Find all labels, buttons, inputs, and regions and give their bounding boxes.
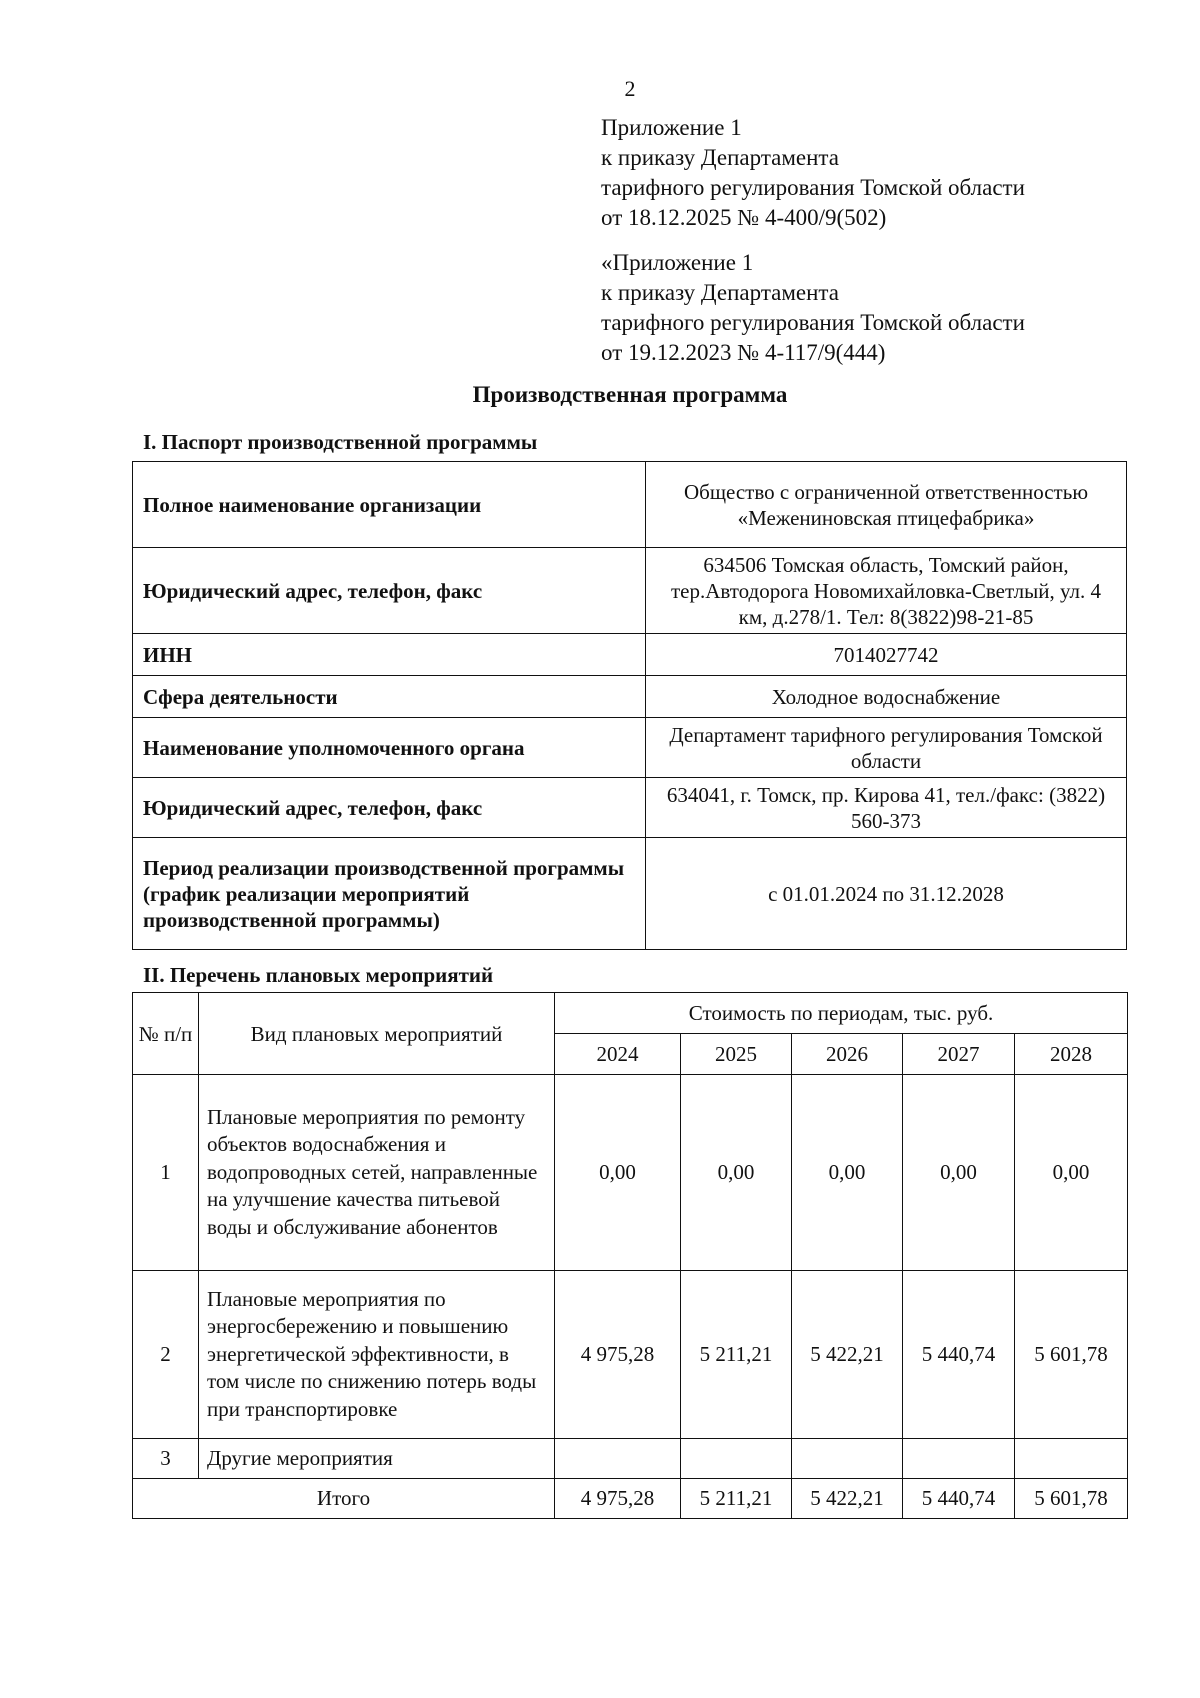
cost-cell: [681, 1439, 792, 1479]
measure-name: Плановые мероприятия по ремонту объектов водоснабжения и водопроводных сетей, направленные на улучшение качества питьевой воды и обслуживание абонентов: [199, 1075, 555, 1271]
row-label: Юридический адрес, телефон, факс: [133, 778, 646, 838]
cost-cell: 0,00: [792, 1075, 903, 1271]
section-2-heading: II. Перечень плановых мероприятий: [143, 963, 494, 987]
row-label: Полное наименование организации: [133, 462, 646, 548]
appendix-line: к приказу Департамента: [601, 280, 839, 305]
total-cell: 5 440,74: [903, 1479, 1015, 1519]
table-row: [133, 634, 1127, 676]
row-label: Период реализации производственной программы (график реализации мероприятий производственной программы): [133, 838, 646, 950]
cost-cell: [1015, 1439, 1128, 1479]
measure-name: Другие мероприятия: [199, 1439, 555, 1479]
appendix-line: Приложение 1: [601, 115, 742, 140]
table-row: [133, 676, 1127, 718]
table-row: [133, 548, 1127, 634]
cost-cell: 0,00: [1015, 1075, 1128, 1271]
row-label: Юридический адрес, телефон, факс: [133, 548, 646, 634]
cost-cell: 4 975,28: [555, 1271, 681, 1439]
row-label: Наименование уполномоченного органа: [133, 718, 646, 778]
column-header-number: № п/п: [133, 993, 199, 1075]
section-1-heading: I. Паспорт производственной программы: [143, 430, 538, 454]
cost-cell: 5 601,78: [1015, 1271, 1128, 1439]
total-cell: 5 601,78: [1015, 1479, 1128, 1519]
cost-cell: [792, 1439, 903, 1479]
measures-table: [132, 992, 1128, 1519]
table-row: [133, 838, 1127, 950]
row-number: 3: [133, 1439, 199, 1479]
total-row: [133, 1479, 1128, 1519]
table-row: [133, 462, 1127, 548]
total-cell: 5 211,21: [681, 1479, 792, 1519]
cost-cell: [555, 1439, 681, 1479]
cost-cell: 0,00: [555, 1075, 681, 1271]
table-row: [133, 1271, 1128, 1439]
appendix-header-current: [601, 113, 1025, 233]
table-row: [133, 1075, 1128, 1271]
table-row: [133, 1439, 1128, 1479]
row-value: 634041, г. Томск, пр. Кирова 41, тел./факс: (3822) 560-373: [646, 778, 1127, 838]
total-label: Итого: [133, 1479, 555, 1519]
cost-cell: 5 440,74: [903, 1271, 1015, 1439]
cost-cell: [903, 1439, 1015, 1479]
appendix-line: к приказу Департамента: [601, 145, 839, 170]
appendix-line: от 18.12.2025 № 4-400/9(502): [601, 205, 887, 230]
row-number: 2: [133, 1271, 199, 1439]
table-row: [133, 778, 1127, 838]
row-value: Департамент тарифного регулирования Томской области: [646, 718, 1127, 778]
column-header-cost: Стоимость по периодам, тыс. руб.: [555, 993, 1128, 1034]
table-row: [133, 718, 1127, 778]
measure-name: Плановые мероприятия по энергосбережению и повышению энергетической эффективности, в том числе по снижению потерь воды при транспортировке: [199, 1271, 555, 1439]
appendix-line: тарифного регулирования Томской области: [601, 310, 1025, 335]
appendix-line: от 19.12.2023 № 4-117/9(444): [601, 340, 886, 365]
cost-cell: 5 211,21: [681, 1271, 792, 1439]
row-number: 1: [133, 1075, 199, 1271]
row-value: Холодное водоснабжение: [646, 676, 1127, 718]
appendix-line: тарифного регулирования Томской области: [601, 175, 1025, 200]
appendix-header-previous: [601, 248, 1025, 368]
column-header-year: 2024: [555, 1034, 681, 1075]
row-label: ИНН: [133, 634, 646, 676]
header-row: [133, 993, 1128, 1034]
page-number: 2: [624, 76, 636, 101]
row-value: 634506 Томская область, Томский район, тер.Автодорога Новомихайловка-Светлый, ул. 4 км, д.278/1. Тел: 8(3822)98-21-85: [646, 548, 1127, 634]
column-header-measure: Вид плановых мероприятий: [199, 993, 555, 1075]
cost-cell: 0,00: [681, 1075, 792, 1271]
total-cell: 5 422,21: [792, 1479, 903, 1519]
row-value: с 01.01.2024 по 31.12.2028: [646, 838, 1127, 950]
document-title: Производственная программа: [472, 382, 788, 407]
column-header-year: 2027: [903, 1034, 1015, 1075]
appendix-line: «Приложение 1: [601, 250, 754, 275]
total-cell: 4 975,28: [555, 1479, 681, 1519]
column-header-year: 2028: [1015, 1034, 1128, 1075]
cost-cell: 0,00: [903, 1075, 1015, 1271]
column-header-year: 2026: [792, 1034, 903, 1075]
row-label: Сфера деятельности: [133, 676, 646, 718]
cost-cell: 5 422,21: [792, 1271, 903, 1439]
column-header-year: 2025: [681, 1034, 792, 1075]
row-value: Общество с ограниченной ответственностью «Межениновская птицефабрика»: [646, 462, 1127, 548]
row-value: 7014027742: [646, 634, 1127, 676]
passport-table: [132, 461, 1127, 950]
